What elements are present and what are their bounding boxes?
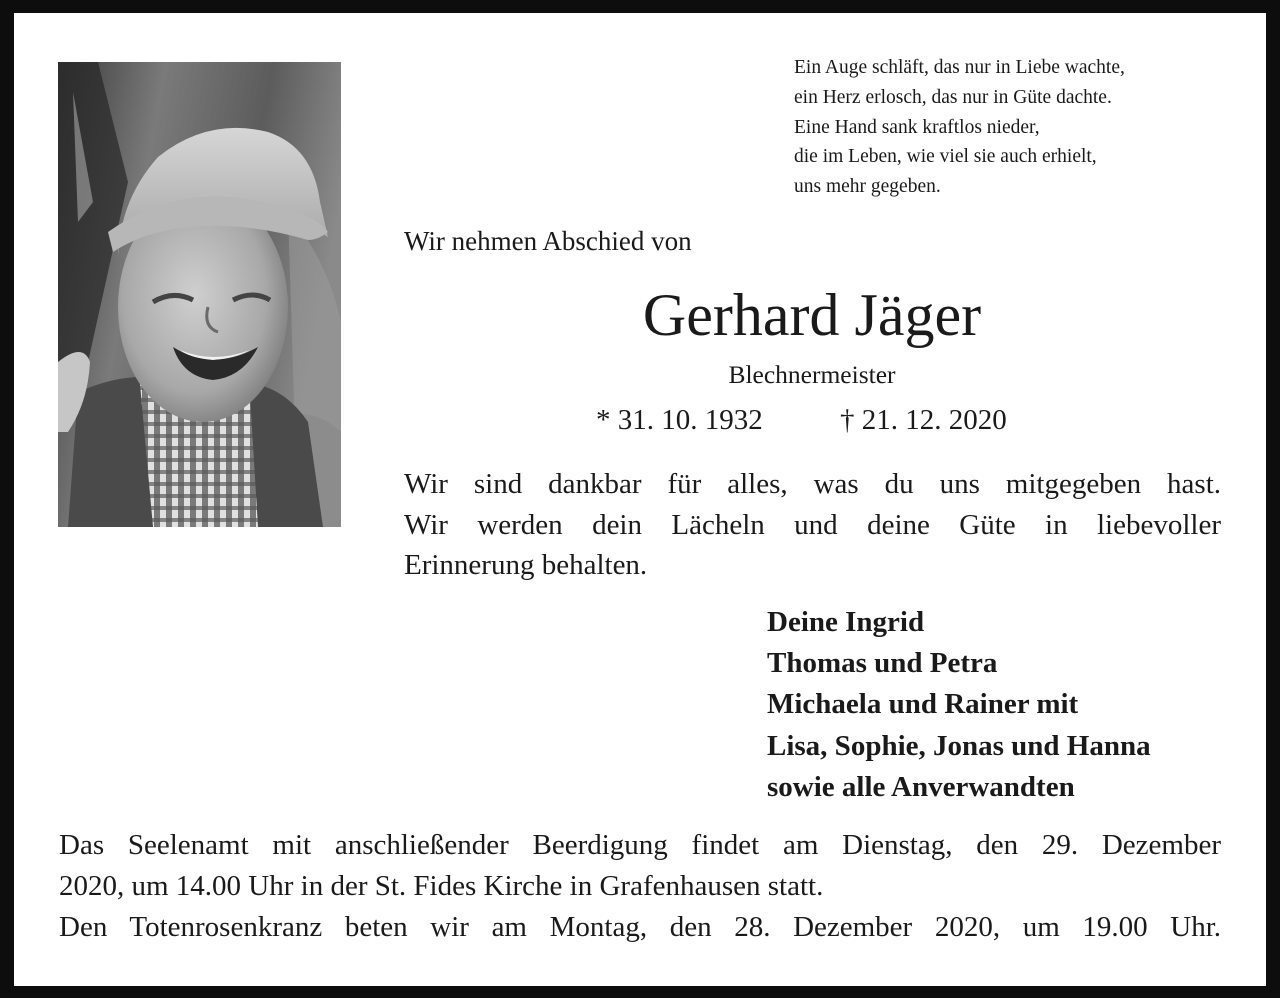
poem-line: ein Herz erlosch, das nur in Güte dachte. bbox=[794, 86, 1112, 108]
mourner-entry: Lisa, Sophie, Jonas und Hanna bbox=[767, 729, 1151, 762]
service-line: Das Seelenamt mit anschließender Beerdigung findet am Dienstag, den 29. Dezember bbox=[59, 829, 1221, 861]
poem-line: Eine Hand sank kraftlos nieder, bbox=[794, 116, 1040, 138]
message-line: Erinnerung behalten. bbox=[404, 549, 648, 581]
poem-line: die im Leben, wie viel sie auch erhielt, bbox=[794, 146, 1097, 168]
poem-line: Ein Auge schläft, das nur in Liebe wachte, bbox=[794, 57, 1125, 78]
service-details bbox=[59, 825, 1221, 948]
mourner-entry: Michaela und Rainer mit bbox=[767, 688, 1079, 721]
death-date: † 21. 12. 2020 bbox=[840, 404, 1007, 436]
deceased-name: Gerhard Jäger bbox=[642, 282, 982, 348]
birth-date: * 31. 10. 1932 bbox=[596, 404, 763, 436]
poem-line: uns mehr gegeben. bbox=[794, 176, 941, 198]
mourner-entry: Thomas und Petra bbox=[767, 647, 998, 680]
gratitude-message bbox=[404, 464, 1221, 586]
portrait-photo bbox=[58, 62, 341, 527]
mourner-entry: sowie alle Anverwandten bbox=[767, 770, 1075, 803]
message-line: Wir werden dein Lächeln und deine Güte in liebevoller bbox=[404, 508, 1221, 541]
mourners-list bbox=[767, 602, 1151, 808]
farewell-intro: Wir nehmen Abschied von bbox=[404, 226, 692, 256]
deceased-occupation: Blechnermeister bbox=[728, 360, 896, 389]
message-line: Wir sind dankbar für alles, was du uns mitgegeben hast. bbox=[404, 468, 1221, 500]
memorial-poem bbox=[794, 53, 1234, 202]
portrait-photo-icon bbox=[58, 62, 341, 527]
service-line: 2020, um 14.00 Uhr in der St. Fides Kirche in Grafenhausen statt. bbox=[59, 870, 824, 902]
service-line: Den Totenrosenkranz beten wir am Montag, den 28. Dezember 2020, um 19.00 Uhr. bbox=[59, 911, 1221, 943]
mourner-entry: Deine Ingrid bbox=[767, 606, 925, 638]
